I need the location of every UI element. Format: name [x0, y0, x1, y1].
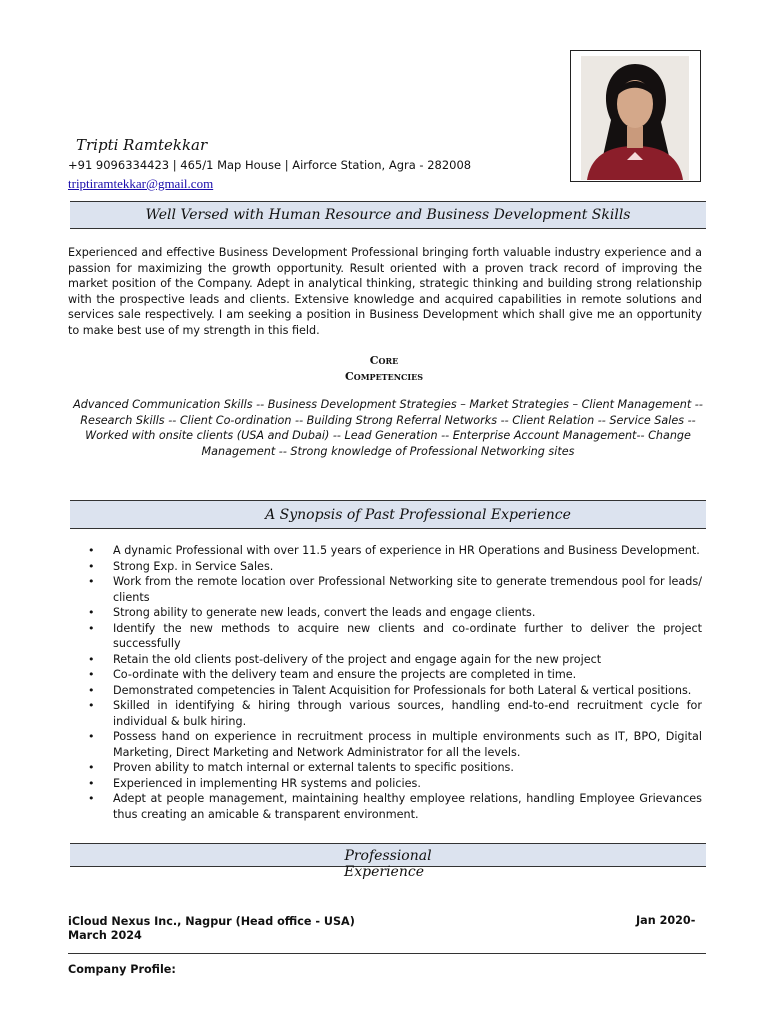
list-item: • Skilled in identifying & hiring through various sources, handling end-to-end recruitment cycle for individual & bulk hiring.: [88, 699, 702, 728]
bullet-icon: •: [88, 606, 95, 619]
experience-band-line2: Experience: [344, 864, 424, 880]
core-heading-line1: Core: [369, 354, 399, 367]
competencies-list: Advanced Communication Skills -- Business Development Strategies – Market Strategies – Client Management -- Research Skills -- Client Co-ordination -- Building Strong Referral Networks -- Client Relation -- Service Sales -- Worked with onsite clients (USA and Dubai) -- Lead Generation -- Enterprise Account Management-- Change Management -- Strong knowledge of Professional Networking sites: [73, 398, 703, 458]
divider: [68, 953, 706, 954]
list-item: • Retain the old clients post-delivery of the project and engage again for the new project: [88, 652, 602, 666]
bullet-icon: •: [88, 668, 95, 681]
list-item: • Proven ability to match internal or external talents to specific positions.: [88, 761, 514, 774]
email-link[interactable]: triptiramtekkar@gmail.com: [68, 176, 214, 191]
list-item: • Strong ability to generate new leads, convert the leads and engage clients.: [88, 606, 536, 619]
list-item: • Adept at people management, maintaining healthy employee relations, handling Employee Grievances thus creating an amicable & transparent environment.: [88, 792, 702, 821]
bullet-icon: •: [88, 776, 95, 790]
bullet-icon: •: [88, 652, 95, 666]
bullet-icon: •: [88, 544, 95, 557]
bullet-icon: •: [88, 761, 95, 774]
list-item: • Identify the new methods to acquire new clients and co-ordinate further to deliver the project successfully: [88, 621, 702, 650]
synopsis-band: A Synopsis of Past Professional Experience: [70, 500, 706, 529]
bullet-icon: •: [88, 621, 95, 635]
bullet-icon: •: [88, 730, 95, 743]
list-item: • Co-ordinate with the delivery team and ensure the projects are completed in time.: [88, 668, 577, 681]
headline-band: Well Versed with Human Resource and Business Development Skills: [70, 201, 706, 229]
list-item: • Experienced in implementing HR systems and policies.: [88, 776, 421, 790]
job-date-start: Jan 2020-: [636, 914, 696, 927]
contact-details: +91 9096334423 | 465/1 Map House | Airforce Station, Agra - 282008: [68, 158, 472, 172]
bullet-icon: •: [88, 699, 95, 712]
candidate-name: Tripti Ramtekkar: [76, 136, 208, 154]
profile-summary: Experienced and effective Business Development Professional bringing forth valuable industry experience and a passion for maximizing the growth opportunity. Result oriented with a proven track record of improving the market position of the Company. Adept in analytical thinking, strategic thinking and building strong relationship with the prospective leads and clients. Extensive knowledge and acquired capabilities in remote solutions and services sale respectively. I am seeking a position in Business Development which shall give me an opportunity to make best use of my strength in this field.: [68, 246, 702, 337]
bullet-icon: •: [88, 792, 95, 805]
list-item: • Work from the remote location over Professional Networking site to generate tremendous pool for leads/ clients: [88, 575, 702, 604]
synopsis-list: [88, 543, 702, 822]
core-heading-line2: Competencies: [344, 370, 424, 383]
company-profile-label: Company Profile:: [68, 963, 176, 976]
list-item: • Strong Exp. in Service Sales.: [88, 559, 274, 573]
list-item: • A dynamic Professional with over 11.5 years of experience in HR Operations and Business Development.: [88, 544, 700, 557]
list-item: • Possess hand on experience in recruitment process in multiple environments such as IT, BPO, Digital Marketing, Direct Marketing and Network Administrator for all the levels.: [88, 730, 702, 759]
bullet-icon: •: [88, 559, 95, 573]
experience-band: Professional: [70, 843, 706, 867]
job-date-end: March 2024: [68, 929, 142, 942]
company-name: iCloud Nexus Inc., Nagpur (Head office - USA): [68, 915, 355, 928]
profile-photo: [570, 50, 701, 182]
list-item: • Demonstrated competencies in Talent Acquisition for Professionals for both Lateral & vertical positions.: [88, 683, 692, 697]
bullet-icon: •: [88, 683, 95, 697]
bullet-icon: •: [88, 575, 95, 588]
